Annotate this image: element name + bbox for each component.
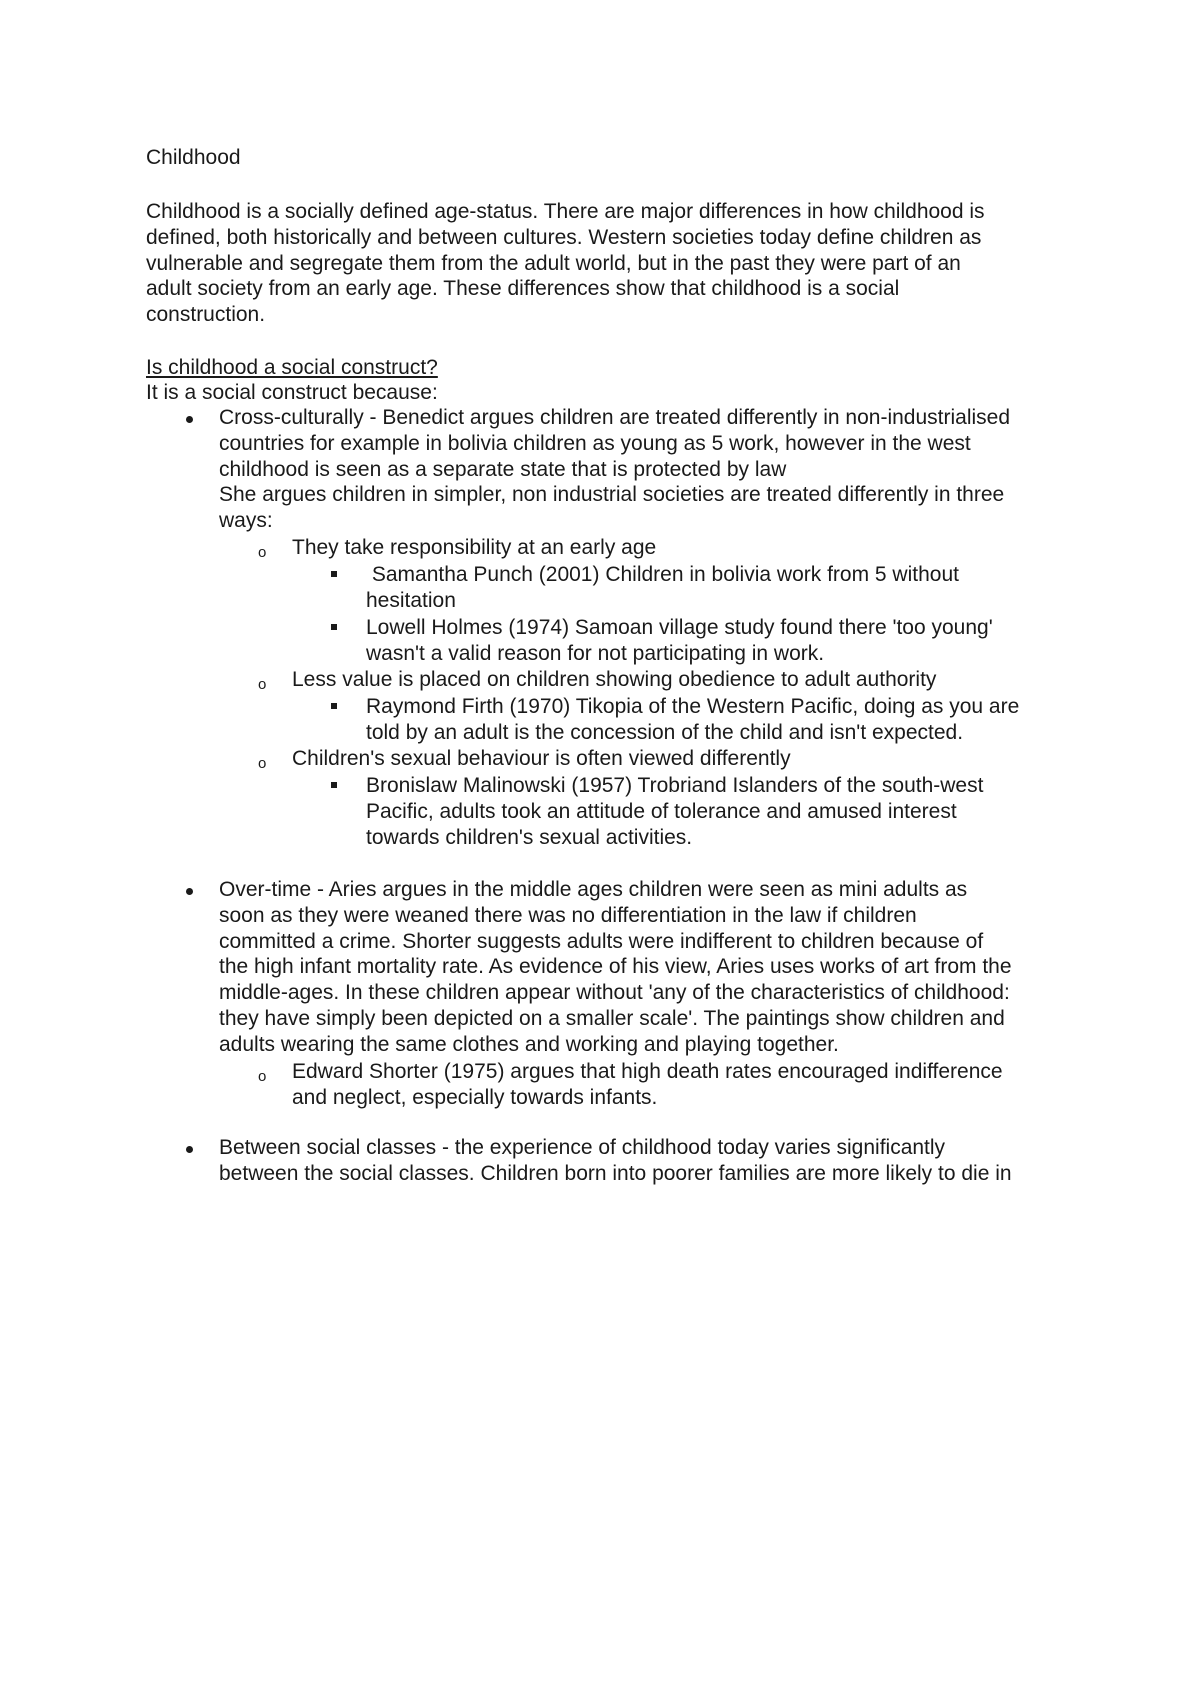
- way-item: Children's sexual behaviour is often viewed differently: [292, 747, 791, 770]
- over-time-line: committed a crime. Shorter suggests adults were indifferent to children because of: [219, 929, 984, 953]
- intro-paragraph: [146, 199, 1066, 328]
- social-classes-line: Between social classes - the experience of childhood today varies significantly: [219, 1136, 946, 1159]
- example-item: [366, 773, 983, 850]
- example-line: Pacific, adults took an attitude of tolerance and amused interest: [366, 799, 957, 823]
- social-classes-line: between the social classes. Children born into poorer families are more likely to die in: [219, 1161, 1012, 1185]
- cross-cultural-line: countries for example in bolivia children as young as 5 work, however in the west: [219, 431, 971, 455]
- bullet-icon: [186, 1146, 193, 1153]
- over-time-sub-item: [292, 1059, 1003, 1111]
- circle-bullet-icon: o: [258, 1068, 267, 1085]
- example-line: wasn't a valid reason for not participating in work.: [366, 641, 825, 665]
- over-time-line: the high infant mortality rate. As evidence of his view, Aries uses works of art from the: [219, 955, 1012, 979]
- example-line: Samantha Punch (2001) Children in bolivia work from 5 without: [366, 563, 959, 586]
- over-time-sub-line: and neglect, especially towards infants.: [292, 1085, 658, 1109]
- over-time-line: Over-time - Aries argues in the middle ages children were seen as mini adults as: [219, 878, 968, 901]
- way-item: Less value is placed on children showing obedience to adult authority: [292, 668, 937, 691]
- intro-line: defined, both historically and between cultures. Western societies today define children as: [146, 225, 982, 249]
- way-item: They take responsibility at an early age: [292, 536, 657, 559]
- intro-line: adult society from an early age. These differences show that childhood is a social: [146, 277, 900, 301]
- circle-bullet-icon: o: [258, 755, 267, 772]
- section-subheading: It is a social construct because:: [146, 381, 438, 404]
- over-time-line: soon as they were weaned there was no differentiation in the law if children: [219, 903, 917, 927]
- cross-cultural-line: She argues children in simpler, non industrial societies are treated differently in three: [219, 483, 1005, 507]
- cross-cultural-line: Cross-culturally - Benedict argues children are treated differently in non-industrialised: [219, 406, 1011, 429]
- over-time-line: middle-ages. In these children appear without 'any of the characteristics of childhood:: [219, 981, 1010, 1005]
- cross-cultural-line: childhood is seen as a separate state that is protected by law: [219, 457, 787, 481]
- cross-cultural-item: [219, 405, 1010, 534]
- square-bullet-icon: [331, 703, 337, 709]
- circle-bullet-icon: o: [258, 676, 267, 693]
- over-time-line: adults wearing the same clothes and working and playing together.: [219, 1032, 839, 1056]
- example-line: towards children's sexual activities.: [366, 825, 693, 849]
- square-bullet-icon: [331, 782, 337, 788]
- section-heading: Is childhood a social construct?: [146, 356, 438, 379]
- example-line: told by an adult is the concession of the child and isn't expected.: [366, 720, 964, 744]
- intro-line: vulnerable and segregate them from the adult world, but in the past they were part of an: [146, 251, 961, 275]
- square-bullet-icon: [331, 571, 337, 577]
- document-title: Childhood: [146, 146, 241, 169]
- example-item: [366, 615, 993, 667]
- over-time-sub-line: Edward Shorter (1975) argues that high death rates encouraged indifference: [292, 1060, 1003, 1083]
- example-line: Raymond Firth (1970) Tikopia of the Western Pacific, doing as you are: [366, 695, 1020, 718]
- example-line: Bronislaw Malinowski (1957) Trobriand Islanders of the south-west: [366, 774, 984, 797]
- social-classes-item: [219, 1135, 1012, 1187]
- example-line: hesitation: [366, 588, 456, 612]
- intro-line: construction.: [146, 303, 266, 327]
- example-line: Lowell Holmes (1974) Samoan village study found there 'too young': [366, 616, 993, 639]
- over-time-item: [219, 877, 1012, 1058]
- example-item: [366, 694, 1019, 746]
- circle-bullet-icon: o: [258, 544, 267, 561]
- example-item: [366, 562, 959, 614]
- bullet-icon: [186, 888, 193, 895]
- intro-line: Childhood is a socially defined age-status. There are major differences in how childhood is: [146, 200, 985, 223]
- bullet-icon: [186, 416, 193, 423]
- square-bullet-icon: [331, 624, 337, 630]
- cross-cultural-line: ways:: [219, 509, 273, 533]
- over-time-line: they have simply been depicted on a smaller scale'. The paintings show children and: [219, 1006, 1005, 1030]
